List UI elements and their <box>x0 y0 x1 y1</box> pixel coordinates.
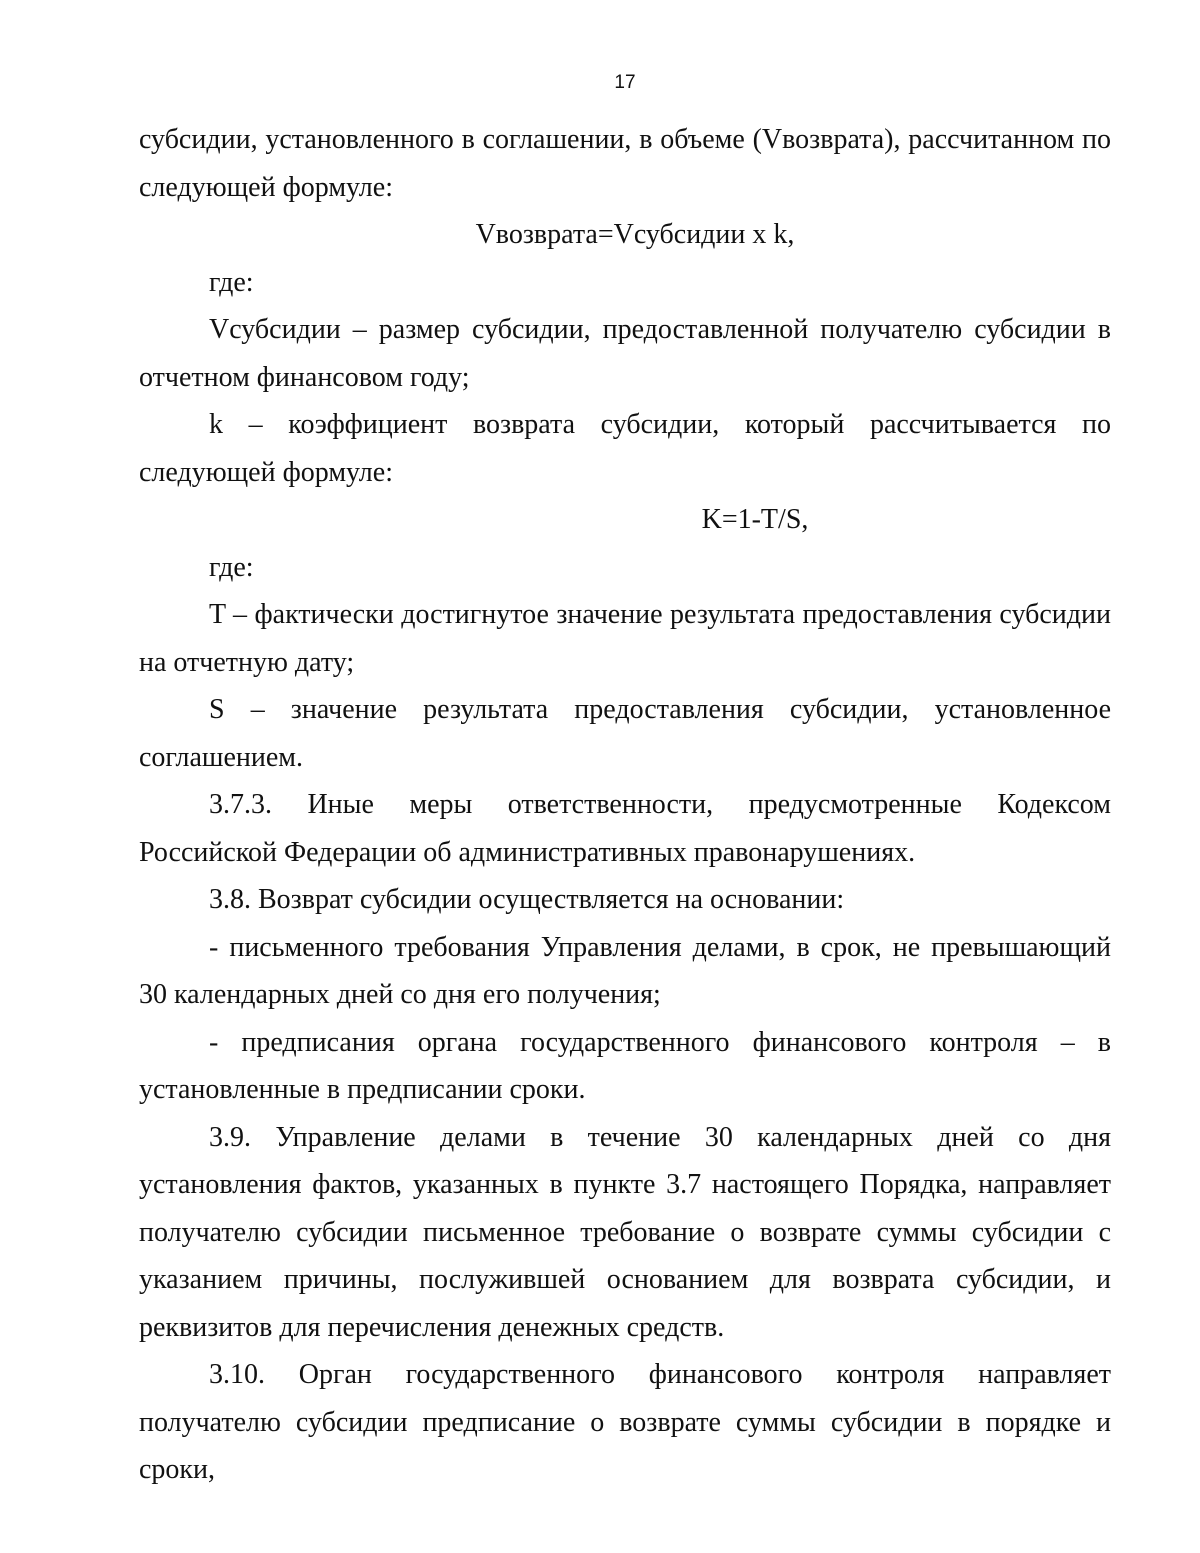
paragraph-3-9: 3.9. Управление делами в течение 30 календарных дней со дня установления фактов, указанных в пункте 3.7 настоящего Порядка, направляет получателю субсидии письменное требование о возврате суммы субсидии с указанием причины, послужившей основанием для возврата субсидии, и реквизитов для перечисления денежных средств. <box>139 1121 1111 1343</box>
paragraph-v-subsidy: Vсубсидии – размер субсидии, предоставленной получателю субсидии в отчетном финансовом году; <box>139 314 1111 393</box>
formula-k: K=1-T/S, <box>701 504 809 535</box>
paragraph-3-8: 3.8. Возврат субсидии осуществляется на основании: <box>209 884 845 915</box>
paragraph-k-coefficient: k – коэффициент возврата субсидии, который рассчитывается по следующей формуле: <box>139 409 1111 488</box>
paragraph-intro: субсидии, установленного в соглашении, в объеме (Vвозврата), рассчитанном по следующей формуле: <box>139 124 1111 203</box>
paragraph-3-7-3: 3.7.3. Иные меры ответственности, предусмотренные Кодексом Российской Федерации об административных правонарушениях. <box>139 789 1111 868</box>
formula-return-volume: Vвозврата=Vсубсидии x k, <box>475 219 795 250</box>
paragraph-written-request: - письменного требования Управления делами, в срок, не превышающий 30 календарных дней со дня его получения; <box>139 931 1111 1010</box>
where-label: где: <box>209 266 254 298</box>
document-body <box>139 116 1111 1494</box>
where-label: где: <box>209 551 254 583</box>
paragraph-3-10: 3.10. Орган государственного финансового контроля направляет получателю субсидии предписание о возврате суммы субсидии в порядке и сроки, <box>139 1359 1111 1485</box>
page-number: 17 <box>614 72 636 93</box>
paragraph-t-definition: T – фактически достигнутое значение результата предоставления субсидии на отчетную дату; <box>139 599 1111 678</box>
paragraph-prescription: - предписания органа государственного финансового контроля – в установленные в предписании сроки. <box>139 1026 1111 1105</box>
paragraph-s-definition: S – значение результата предоставления субсидии, установленное соглашением. <box>139 694 1111 773</box>
